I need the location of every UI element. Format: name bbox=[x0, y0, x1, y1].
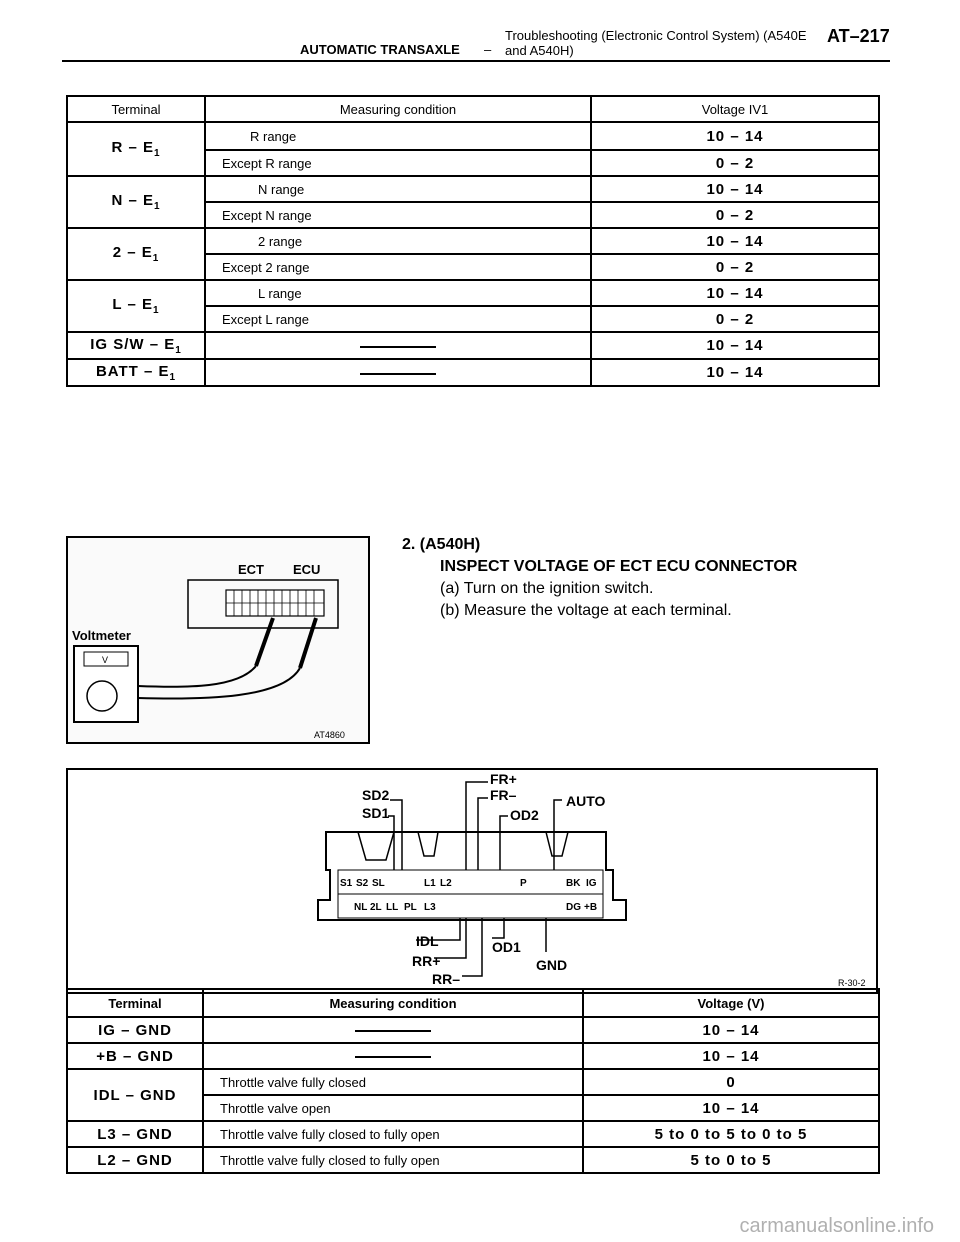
table1-condition: Except L range bbox=[205, 306, 591, 332]
table1-condition-none bbox=[205, 359, 591, 386]
dash-line bbox=[360, 373, 436, 375]
figure2-code: R-30-2 bbox=[838, 978, 866, 988]
table2-voltage: 5 to 0 to 5 bbox=[583, 1147, 879, 1173]
label-rr-plus: RR+ bbox=[412, 953, 441, 969]
pin-ig: IG bbox=[586, 878, 597, 889]
table2-voltage: 0 bbox=[583, 1069, 879, 1095]
page-subtitle: Troubleshooting (Electronic Control System) (A540E and A540H) bbox=[505, 28, 807, 58]
table2-header-condition: Measuring condition bbox=[203, 989, 583, 1017]
pin-ll: LL bbox=[386, 902, 399, 913]
pin-l1: L1 bbox=[424, 878, 436, 889]
table2-terminal-ig: IG – GND bbox=[67, 1017, 203, 1043]
voltmeter-illustration bbox=[68, 538, 368, 742]
step-title: 2. (A540H) bbox=[402, 536, 481, 553]
step-b: (b) Measure the voltage at each terminal. bbox=[440, 602, 732, 619]
table1-voltage: 10 – 14 bbox=[591, 176, 879, 202]
pin-l2: L2 bbox=[440, 878, 452, 889]
header-rule bbox=[62, 60, 890, 62]
pin-plus-b: +B bbox=[584, 902, 598, 913]
table1-voltage: 10 – 14 bbox=[591, 122, 879, 150]
label-od1: OD1 bbox=[492, 939, 521, 955]
table1-header-condition: Measuring condition bbox=[205, 96, 591, 122]
pin-pl: PL bbox=[404, 902, 417, 913]
table2-voltage: 5 to 0 to 5 to 0 to 5 bbox=[583, 1121, 879, 1147]
table2-voltage: 10 – 14 bbox=[583, 1095, 879, 1121]
dash-line bbox=[355, 1056, 431, 1058]
label-auto: AUTO bbox=[566, 793, 606, 809]
table1-voltage: 0 – 2 bbox=[591, 306, 879, 332]
pin-nl: NL bbox=[354, 902, 368, 913]
table2-voltage: 10 – 14 bbox=[583, 1017, 879, 1043]
pin-bk: BK bbox=[566, 878, 581, 889]
table1-voltage: 10 – 14 bbox=[591, 228, 879, 254]
label-rr-minus: RR– bbox=[432, 971, 461, 987]
table2-condition: Throttle valve fully closed to fully open bbox=[203, 1121, 583, 1147]
pin-l3: L3 bbox=[424, 902, 436, 913]
table2-condition: Throttle valve fully closed bbox=[203, 1069, 583, 1095]
table1-terminal-n: N – $E_1$ bbox=[67, 176, 205, 228]
connector-pinout-illustration bbox=[68, 770, 876, 992]
section-title: AUTOMATIC TRANSAXLE bbox=[300, 42, 460, 57]
table1-terminal-r: R – $E_1$ bbox=[67, 122, 205, 176]
table1-condition-none bbox=[205, 332, 591, 359]
step-a: (a) Turn on the ignition switch. bbox=[440, 580, 654, 597]
table1-condition: Except R range bbox=[205, 150, 591, 176]
meter-symbol: V bbox=[102, 655, 109, 665]
label-voltmeter: Voltmeter bbox=[72, 628, 131, 643]
voltage-table-a540h bbox=[66, 988, 880, 1174]
voltage-table-a540e bbox=[66, 95, 880, 387]
table2-header-terminal: Terminal bbox=[67, 989, 203, 1017]
label-od2: OD2 bbox=[510, 807, 539, 823]
watermark: carmanualsonline.info bbox=[739, 1215, 934, 1237]
figure-connector-pinout bbox=[66, 768, 878, 994]
table2-voltage: 10 – 14 bbox=[583, 1043, 879, 1069]
label-ect: ECT bbox=[238, 562, 264, 577]
table1-condition: Except N range bbox=[205, 202, 591, 228]
page-number: AT–217 bbox=[827, 26, 890, 46]
label-fr-plus: FR+ bbox=[490, 771, 517, 787]
table1-voltage: 10 – 14 bbox=[591, 332, 879, 359]
table2-terminal-l3: L3 – GND bbox=[67, 1121, 203, 1147]
table1-terminal-l: L – $E_1$ bbox=[67, 280, 205, 332]
table1-voltage: 0 – 2 bbox=[591, 254, 879, 280]
table2-terminal-l2: L2 – GND bbox=[67, 1147, 203, 1173]
table1-voltage: 0 – 2 bbox=[591, 150, 879, 176]
table1-header-voltage: Voltage IV1 bbox=[591, 96, 879, 122]
label-gnd: GND bbox=[536, 957, 568, 973]
table1-voltage: 10 – 14 bbox=[591, 359, 879, 386]
pin-s1: S1 bbox=[340, 878, 353, 889]
table1-condition: 2 range bbox=[205, 228, 591, 254]
table2-header-voltage: Voltage (V) bbox=[583, 989, 879, 1017]
table1-condition: N range bbox=[205, 176, 591, 202]
table2-condition-none bbox=[203, 1043, 583, 1069]
table2-terminal-idl: IDL – GND bbox=[67, 1069, 203, 1121]
pin-labels bbox=[340, 878, 597, 913]
label-fr-minus: FR– bbox=[490, 787, 517, 803]
pin-s2: S2 bbox=[356, 878, 369, 889]
label-sd1: SD1 bbox=[362, 805, 390, 821]
table1-voltage: 10 – 14 bbox=[591, 280, 879, 306]
table1-condition: R range bbox=[205, 122, 591, 150]
table1-terminal-igsw: IG $S/W - E_1$ bbox=[67, 332, 205, 359]
figure1-code: AT4860 bbox=[314, 730, 345, 740]
table1-terminal-2: $2 - E_1$ bbox=[67, 228, 205, 280]
table2-condition: Throttle valve fully closed to fully open bbox=[203, 1147, 583, 1173]
table1-header-terminal: Terminal bbox=[67, 96, 205, 122]
dash-line bbox=[355, 1030, 431, 1032]
label-ecu: ECU bbox=[293, 562, 321, 577]
pin-sl: SL bbox=[372, 878, 385, 889]
figure-voltmeter-ecu bbox=[66, 536, 370, 744]
pin-p: P bbox=[520, 878, 527, 889]
table2-condition: Throttle valve open bbox=[203, 1095, 583, 1121]
label-idl: IDL bbox=[416, 933, 439, 949]
header-dash: – bbox=[484, 42, 492, 57]
dash-line bbox=[360, 346, 436, 348]
table2-terminal-plus-b: +B – GND bbox=[67, 1043, 203, 1069]
pin-dg: DG bbox=[566, 902, 581, 913]
table1-terminal-batt: BATT – $E_1$ bbox=[67, 359, 205, 386]
table1-condition: Except 2 range bbox=[205, 254, 591, 280]
pin-2l: 2L bbox=[370, 902, 382, 913]
table1-voltage: 0 – 2 bbox=[591, 202, 879, 228]
label-sd2: SD2 bbox=[362, 787, 390, 803]
table1-condition: L range bbox=[205, 280, 591, 306]
instruction-block bbox=[402, 534, 797, 622]
table2-condition-none bbox=[203, 1017, 583, 1043]
step-heading: INSPECT VOLTAGE OF ECT ECU CONNECTOR bbox=[440, 558, 798, 575]
